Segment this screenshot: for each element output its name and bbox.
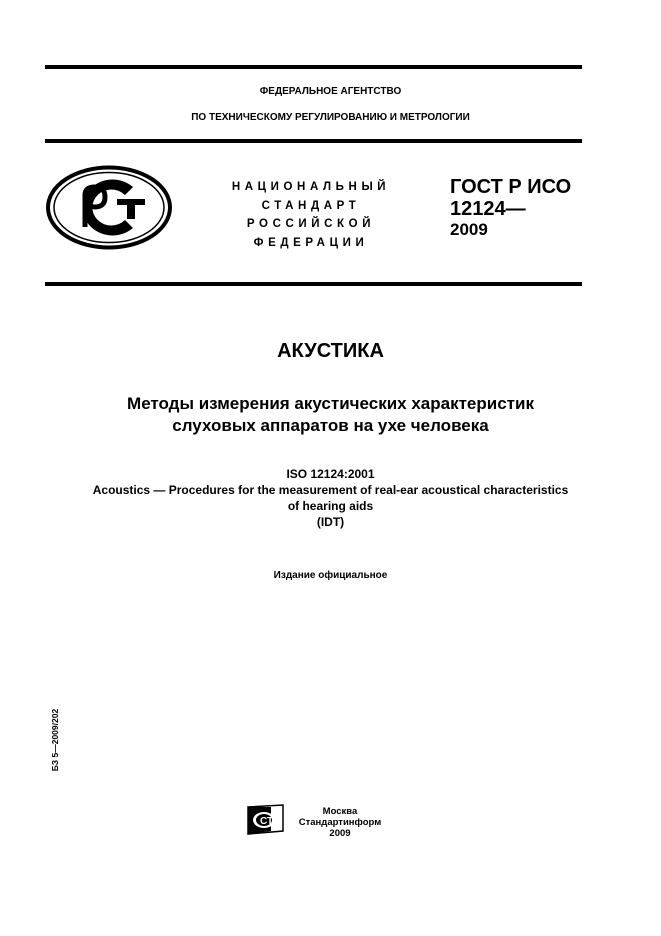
iso-reference: ISO 12124:2001 (286, 467, 375, 481)
document-title: АКУСТИКА (277, 340, 384, 362)
top-rule (45, 65, 582, 69)
english-title-line-2: of hearing aids (287, 499, 374, 513)
svg-text:СТИ: СТИ (260, 816, 281, 827)
national-standard-line: НАЦИОНАЛЬНЫЙ (231, 181, 391, 193)
designation-year: 2009 (450, 220, 488, 239)
publisher-year: 2009 (329, 828, 351, 839)
iso-reference-block (0, 466, 661, 530)
header-rule (45, 139, 582, 143)
subtitle-line-1: Методы измерения акустических характеристик (127, 394, 534, 413)
side-note-text: БЗ 5—2009/202 (50, 708, 60, 772)
idt-label: (IDT) (316, 515, 345, 529)
side-note (47, 700, 63, 780)
section-rule (45, 282, 582, 286)
standard-designation (450, 176, 571, 240)
national-standard-line: СТАНДАРТ (261, 199, 361, 212)
english-title-line-1: Acoustics — Procedures for the measurement of real-ear acoustical characteristics (92, 483, 569, 497)
gost-r-logo-icon (45, 165, 173, 250)
designation-line-2: 12124— (450, 198, 526, 220)
designation-line-1: ГОСТ Р ИСО (450, 176, 572, 198)
standartinform-logo-icon (247, 804, 285, 836)
publisher-city: Москва (322, 806, 358, 817)
publisher-block (290, 806, 390, 839)
national-standard-line: ФЕДЕРАЦИИ (253, 236, 369, 249)
national-standard-line: РОССИЙСКОЙ (246, 218, 376, 230)
document-subtitle (0, 393, 661, 437)
subtitle-line-2: слуховых аппаратов на ухе человека (172, 416, 489, 435)
agency-line-2: ПО ТЕХНИЧЕСКОМУ РЕГУЛИРОВАНИЮ И МЕТРОЛОГИИ (191, 112, 470, 123)
publisher-name: Стандартинформ (298, 817, 382, 828)
agency-line-1: ФЕДЕРАЛЬНОЕ АГЕНТСТВО (259, 86, 402, 97)
national-standard-label (212, 178, 410, 252)
edition-label: Издание официальное (273, 570, 388, 581)
